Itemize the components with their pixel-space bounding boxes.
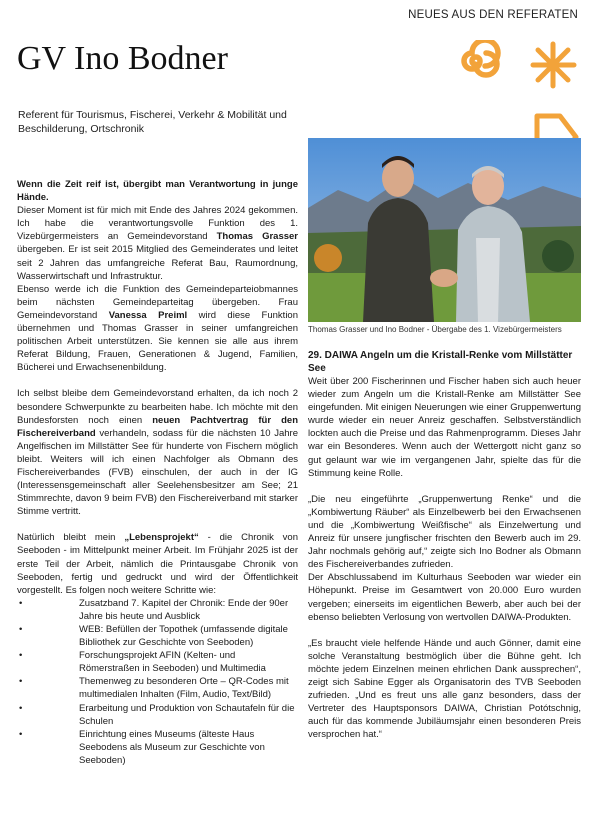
- asterisk-icon: [533, 44, 574, 86]
- article-headline: 29. DAIWA Angeln um die Kristall-Renke vom Millstätter See: [308, 350, 573, 374]
- name-thomas-grasser: Thomas Grasser: [216, 231, 299, 243]
- list-item: • Themenweg zu besonderen Orte – QR-Codes mit multimedialen Inhalten (Film, Audio, Text/Bild): [17, 675, 298, 701]
- text: Dieser Moment ist für mich mit Ende des Jahres 2024 gekommen. Ich habe die verantwortungsvolle Funktion des 1. Vizebürgermeisters an Gemeindevorstand: [17, 205, 298, 243]
- list-item: • Forschungsprojekt AFIN (Kelten- und Römerstraßen in Seeboden) und Multimedia: [17, 649, 298, 675]
- lease-highlight: neuen Pachtvertrag für den Fischereiverband: [17, 414, 298, 439]
- photo-caption: Thomas Grasser und Ino Bodner - Übergabe des 1. Vizebürgermeisters: [308, 325, 562, 334]
- paragraph-closing-evening: Der Abschlussabend im Kulturhaus Seeboden war wieder ein Höhepunkt. Preise im Gesamtwert von 20.000 Euro wurden vergeben; einerseits im eigentlichen Bewerb, aber auch bei der ebenso beliebten Verlosung von wertvollen DAIWA-Produkten.: [308, 572, 581, 623]
- text: verhandeln, sodass für die nächsten 10 Jahre Angelfischen im Millstätter See für hunderte von Fischern möglich bleibt. Weiters will ich einen Nachfolger als Obmann des Fischereiverbandes (FVB) einschulen, der auch in der IG (Interessensgemeinschaft aller Seelehensbesitzer am See; 21 Stimmrechte, davon 9 beim FVB) den Fischereiverband mit starker Stimme vertritt.: [17, 427, 298, 518]
- text: - die Chronik von Seeboden - im Mittelpunkt meiner Arbeit. Im Frühjahr 2025 ist der erste Teil der Arbeit, nämlich die Printausgabe Chronik von Seeboden, fertig und gedruckt und wird der Öffentlichkeit vorgestellt. Es folgen noch weitere Schritte wie:: [17, 532, 298, 596]
- paragraph-chronicle: [17, 531, 298, 596]
- list-item: • WEB: Befüllen der Topothek (umfassende digitale Bibliothek zur Geschichte von Seeboden): [17, 623, 298, 649]
- paragraph-handover: [17, 204, 298, 283]
- name-vanessa-preiml: Vanessa Preiml: [108, 309, 188, 321]
- author-role-subtitle: Referent für Tourismus, Fischerei, Verkehr & Mobilität und Beschilderung, Ortschronik: [18, 109, 287, 135]
- list-item: • Erarbeitung und Produktion von Schautafeln für die Schulen: [17, 702, 298, 728]
- text: wird diese Funktion übernehmen und Thomas Grasser in seiner umfangreichen politischen Arbeit unterstützen. Sie kennen sie alle aus ihrem Referat Bildung, Frauen, Generationen & Jugend, Familien, Bücherei und Erwachsenenbildung.: [17, 309, 298, 374]
- text: Ich selbst bleibe dem Gemeindevorstand erhalten, da ich noch 2 besondere Schwerpunkte zu bearbeiten habe. Ich möchte mit den Bundesforsten noch einen: [17, 388, 298, 426]
- next-steps-list: [17, 597, 298, 767]
- text: übergeben. Er ist seit 2015 Mitglied des Gemeinderates und leitet seit 2 Jahren das umfangreiche Referat Bau, Raumordnung, Wasserwirtschaft und Infrastruktur.: [17, 244, 298, 282]
- lead-paragraph: Wenn die Zeit reif ist, übergibt man Verantwortung in junge Hände.: [17, 179, 298, 204]
- text: Ebenso werde ich die Funktion des Gemeindeparteiobmannes beim nächsten Gemeindeparteitag übergeben. Frau Gemeindevorstand: [17, 283, 298, 321]
- project-highlight: „Lebensprojekt“: [124, 532, 199, 544]
- paragraph-party-chair: [17, 283, 298, 375]
- right-column: [308, 349, 581, 741]
- text: Natürlich bleibt mein: [17, 532, 125, 544]
- paragraph-event: Weit über 200 Fischerinnen und Fischer haben sich auch heuer wieder zum Angeln um die Kristall-Renke am Millstätter See eingefunden. Mit einigen Neuerungen wie einer Gruppenwertung wurde wieder ein neuer Anreiz geschaffen. Selbstverständlich lockten auch die Preise und das Rahmenprogramm. Dieses Jahr war ein Besonderes. Wenn auch der Wettergott nicht ganz so gut gelaunt war wie im vergangenen Jahr, spielte das für die Stimmung keine Rolle.: [308, 376, 581, 479]
- section-label: NEUES AUS DEN REFERATEN: [408, 9, 578, 21]
- spiral-icon: [464, 40, 498, 75]
- paragraph-quote-egger: „Es braucht viele helfende Hände und auch Gönner, damit eine solche Veranstaltung bestmöglich über die Bühne geht. Ich möchte jedem Einzelnen meinen ehrlichen Dank aussprechen“, zeigt sich Sabine Egger als Organisatorin des TVB Seeboden zufrieden. „Und es freut uns alle ganz besonders, dass der Vertreter des Hauptsponsors DAIWA, Christian Potótschnig, auch für das kommende Jubiläumsjahr einen besonderen Preis versprochen hat.“: [308, 637, 581, 741]
- list-item: • Einrichtung eines Museums (älteste Haus Seebodens als Museum zur Geschichte von Seeboden): [17, 728, 298, 767]
- list-item: • Zusatzband 7. Kapitel der Chronik: Ende der 90er Jahre bis heute und Ausblick: [17, 597, 298, 623]
- paragraph-fishing-lease: [17, 387, 298, 518]
- left-column: [17, 178, 298, 767]
- handshake-photo: [308, 138, 581, 322]
- page-title: GV Ino Bodner: [17, 40, 228, 77]
- paragraph-quote-bodner: „Die neu eingeführte „Gruppenwertung Renke“ und die „Kombiwertung Räuber“ als Einzelbewerb bei den Erwachsenen und die „Kombiwertung Weißfische“ als Einzelwertung und Anreiz für unsere jungfischer frischten den Bewerb auch im 29. Jahr nochmals gehörig auf,“ zeigte sich Ino Bodner als Obmann des Fischereiverbandes zufrieden.: [308, 493, 581, 571]
